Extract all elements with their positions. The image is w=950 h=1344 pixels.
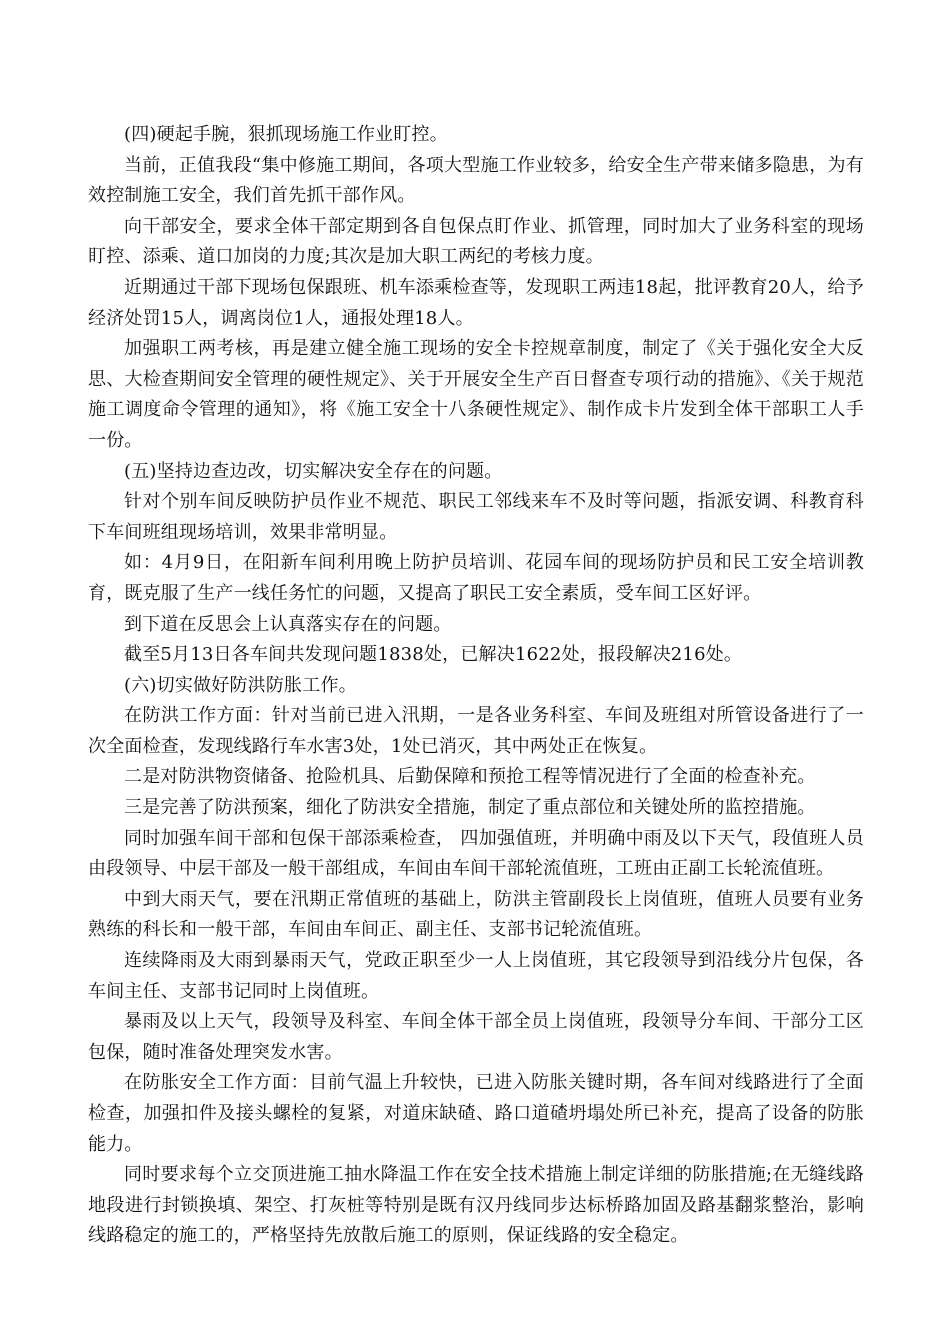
paragraph: 到下道在反思会上认真落实存在的问题。	[124, 613, 452, 635]
paragraph: 近期通过干部下现场包保跟班、机车添乘检查等，发现职工两违18起，批评教育20人，给予经济处罚15人，调离岗位1人，通报处理18人。	[88, 276, 864, 329]
paragraph: 截至5月13日各车间共发现问题1838处，已解决1622处，报段解决216处。	[124, 644, 743, 666]
paragraph: 二是对防洪物资储备、抢险机具、后勤保障和预抢工程等情况进行了全面的检查补充。	[124, 766, 816, 788]
paragraph: 在防洪工作方面：针对当前已进入汛期，一是各业务科室、车间及班组对所管设备进行了一次全面检查，发现线路行车水害3处，1处已消灭，其中两处正在恢复。	[88, 705, 864, 757]
paragraph: 当前，正值我段“集中修施工期间，各项大型施工作业较多，给安全生产带来储多隐患，为有效控制施工安全，我们首先抓干部作风。	[88, 154, 864, 207]
paragraph: 同时要求每个立交顶进施工抽水降温工作在安全技术措施上制定详细的防胀措施;在无缝线路地段进行封锁换填、架空、打灰桩等特别是既有汉丹线同步达标桥路加固及路基翻浆整治，影响线路稳定的施工的，严格坚持先放散后施工的原则，保证线路的安全稳定。	[88, 1164, 864, 1247]
heading-section-5: (五)坚持边查边改，切实解决安全存在的问题。	[124, 460, 503, 482]
paragraph: 三是完善了防洪预案，细化了防洪安全措施，制定了重点部位和关键处所的监控措施。	[124, 797, 816, 819]
paragraph: 针对个别车间反映防护员作业不规范、职民工邻线来车不及时等问题，指派安调、科教育科下车间班组现场培训，效果非常明显。	[88, 491, 864, 543]
paragraph: 连续降雨及大雨到暴雨天气，党政正职至少一人上岗值班，其它段领导到沿线分片包保，各车间主任、支部书记同时上岗值班。	[88, 950, 864, 1002]
paragraph: 如：4月9日，在阳新车间利用晚上防护员培训、花园车间的现场防护员和民工安全培训教育，既克服了生产一线任务忙的问题，又提高了职民工安全素质，受车间工区好评。	[88, 552, 864, 604]
paragraph: 在防胀安全工作方面：目前气温上升较快，已进入防胀关键时期，各车间对线路进行了全面检查，加强扣件及接头螺栓的复紧，对道床缺碴、路口道碴坍塌处所已补充，提高了设备的防胀能力。	[88, 1072, 864, 1155]
paragraph: 加强职工两考核，再是建立健全施工现场的安全卡控规章制度，制定了《关于强化安全大反思、大检查期间安全管理的硬性规定》、关于开展安全生产百日督查专项行动的措施》、《关于规范施工调度命令管理的通知》，将《施工安全十八条硬性规定》、制作成卡片发到全体干部职工人手一份。	[88, 338, 864, 451]
paragraph: 暴雨及以上天气，段领导及科室、车间全体干部全员上岗值班，段领导分车间、干部分工区包保，随时准备处理突发水害。	[88, 1011, 864, 1063]
paragraph: 中到大雨天气，要在汛期正常值班的基础上，防洪主管副段长上岗值班，值班人员要有业务熟练的科长和一般干部，车间由车间正、副主任、支部书记轮流值班。	[88, 888, 864, 941]
heading-section-4: (四)硬起手腕，狠抓现场施工作业盯控。	[124, 124, 448, 145]
document-body	[88, 120, 864, 1252]
paragraph: 同时加强车间干部和包保干部添乘检查， 四加强值班，并明确中雨及以下天气，段值班人员由段领导、中层干部及一般干部组成，车间由车间干部轮流值班，工班由正副工长轮流值班。	[88, 827, 864, 880]
paragraph: 向干部安全，要求全体干部定期到各自包保点盯作业、抓管理，同时加大了业务科室的现场盯控、添乘、道口加岗的力度;其次是加大职工两纪的考核力度。	[88, 215, 864, 268]
heading-section-6: (六)切实做好防洪防胀工作。	[124, 674, 357, 696]
